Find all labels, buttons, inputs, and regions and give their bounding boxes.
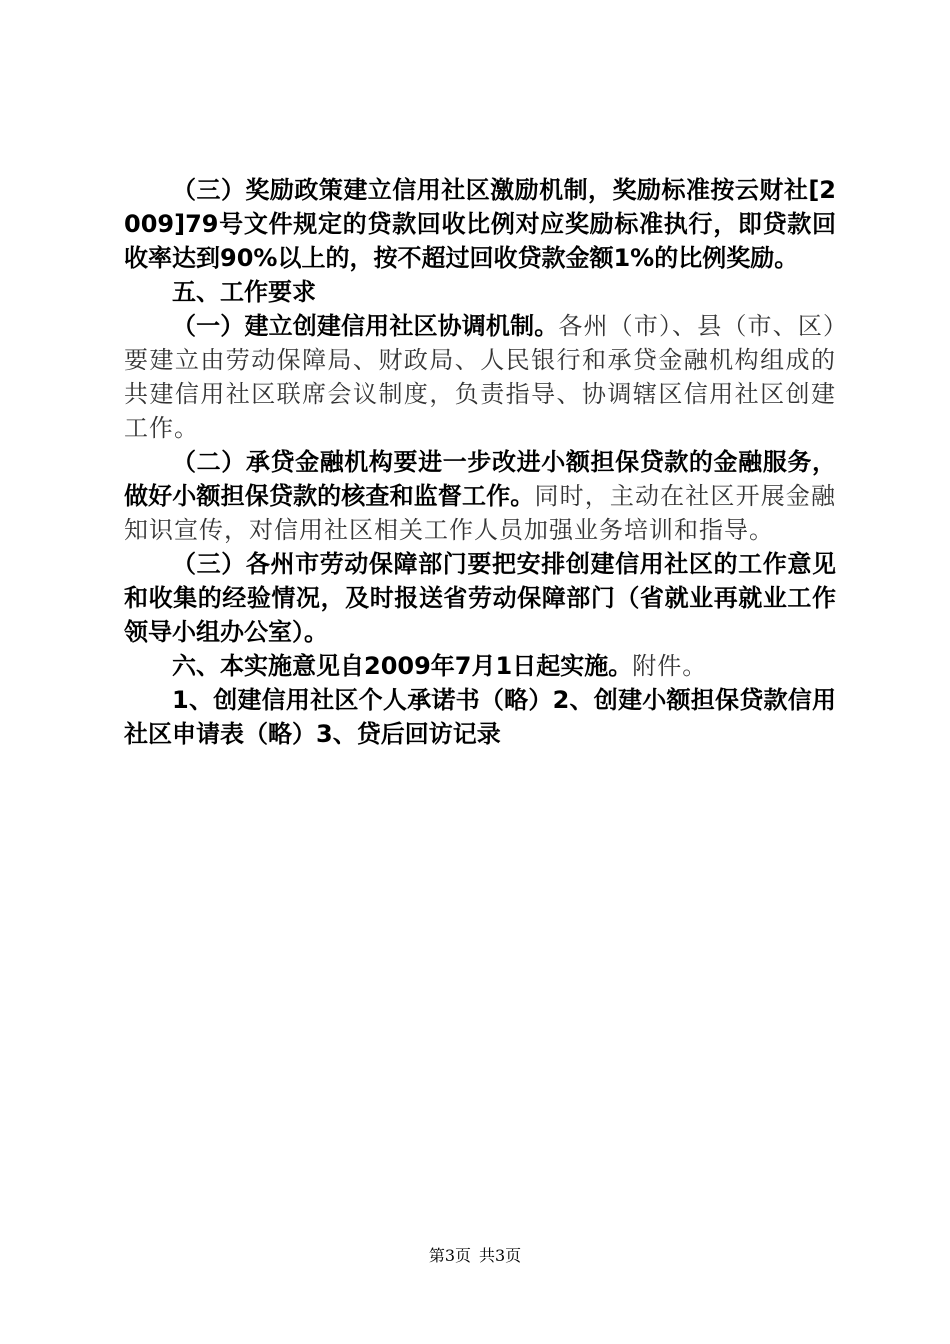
paragraph-text: （三）各州市劳动保障部门要把安排创建信用社区的工作意见和收集的经验情况，及时报送省劳动保障部门（省就业再就业工作领导小组办公室）。 — [124, 550, 836, 646]
page-number: 第3页 — [428, 1246, 471, 1265]
paragraph-coordination — [124, 309, 836, 445]
heading-text: 五、工作要求 — [172, 278, 316, 306]
document-body — [124, 173, 836, 751]
paragraph-lead: （二）承贷金融机构要进一步改进小额担保贷款的金融服务，做好小额担保贷款的核查和监督工作。 — [124, 448, 836, 510]
page-total: 共3页 — [479, 1246, 522, 1265]
paragraph-text: 1、创建信用社区个人承诺书（略）2、创建小额担保贷款信用社区申请表（略）3、贷后回访记录 — [124, 686, 836, 748]
paragraph-effective-date — [124, 649, 836, 683]
paragraph-text-secondary: 同时，主动在社区开展金融知识宣传，对信用社区相关工作人员加强业务培训和指导。 — [124, 482, 837, 544]
paragraph-financial-services — [124, 445, 836, 547]
paragraph-reporting — [124, 547, 836, 649]
paragraph-lead: （一）建立创建信用社区协调机制。 — [172, 312, 559, 340]
paragraph-text-secondary: 各州（市）、县（市、区）要建立由劳动保障局、财政局、人民银行和承贷金融机构组成的共建信用社区联席会议制度，负责指导、协调辖区信用社区创建工作。 — [124, 312, 837, 442]
paragraph-reward-policy — [124, 173, 836, 275]
paragraph-lead: 六、本实施意见自2009年7月1日起实施。 — [172, 652, 633, 680]
page-footer — [0, 1243, 950, 1266]
paragraph-text: （三）奖励政策建立信用社区激励机制，奖励标准按云财社[2009]79号文件规定的贷款回收比例对应奖励标准执行，即贷款回收率达到90%以上的，按不超过回收贷款金额1%的比例奖励。 — [124, 176, 836, 272]
paragraph-text-secondary: 附件。 — [632, 652, 708, 680]
section-heading-work-requirements — [124, 275, 836, 309]
paragraph-attachments — [124, 683, 836, 751]
